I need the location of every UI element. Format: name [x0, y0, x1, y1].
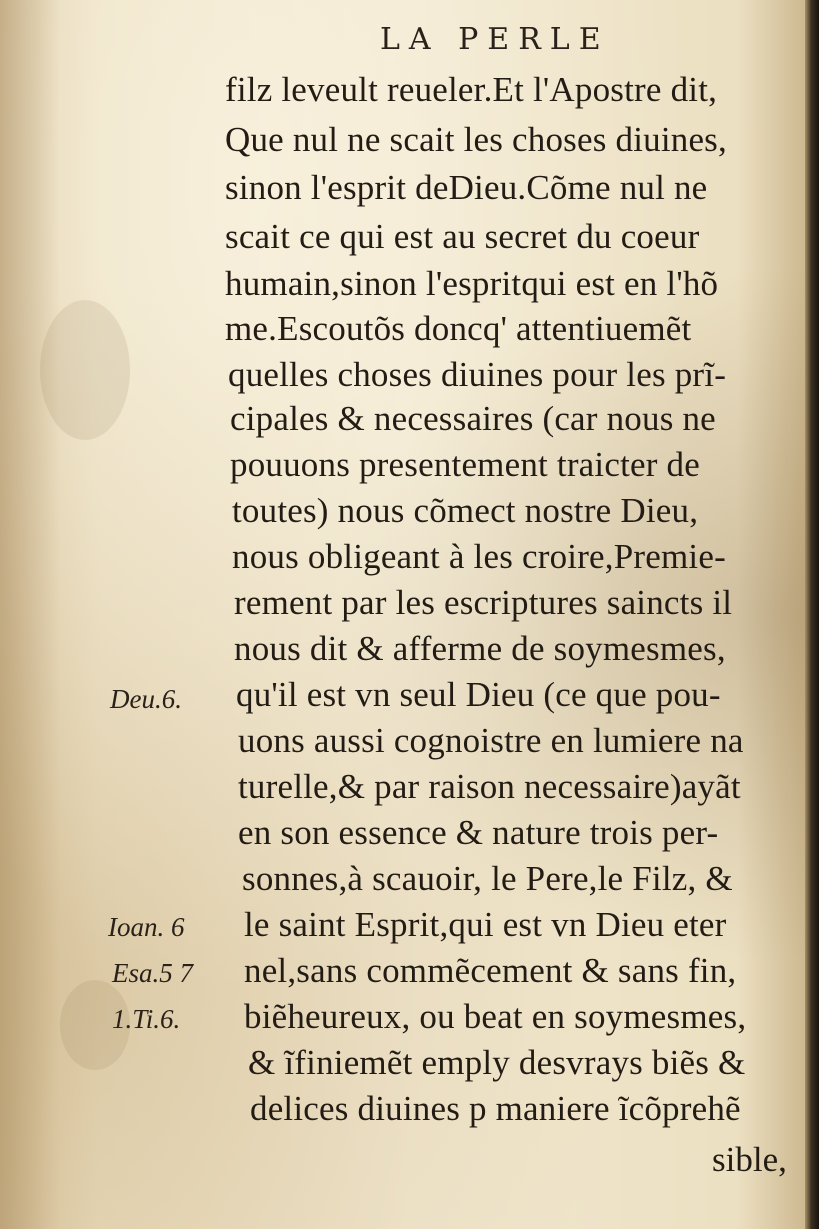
- text-line: Que nul ne scait les choses diuines,: [225, 120, 727, 159]
- text-line: uons aussi cognoistre en lumiere na: [238, 721, 744, 760]
- text-line: toutes) nous cõmect nostre Dieu,: [232, 491, 699, 530]
- text-line: le saint Esprit,qui est vn Dieu eter: [244, 905, 727, 944]
- text-line: me.Escoutõs doncq' attentiuemẽt: [225, 309, 692, 348]
- text-line: filz leveult reueler.Et l'Apostre dit,: [225, 70, 718, 109]
- text-line: biẽheureux, ou beat en soymesmes,: [244, 997, 747, 1036]
- text-line: nous dit & afferme de soymesmes,: [234, 629, 726, 668]
- margin-note: Esa.5 7: [112, 958, 193, 988]
- text-line: pouuons presentement traicter de: [230, 445, 700, 484]
- text-line: humain,sinon l'espritqui est en l'hõ: [225, 264, 719, 303]
- text-line: qu'il est vn seul Dieu (ce que pou-: [236, 675, 721, 714]
- text-line: quelles choses diuines pour les prĩ-: [228, 355, 727, 394]
- margin-note: 1.Ti.6.: [112, 1004, 181, 1034]
- text-line: sinon l'esprit deDieu.Cõme nul ne: [225, 168, 708, 207]
- text-line: turelle,& par raison necessaire)ayãt: [238, 767, 741, 806]
- text-line: rement par les escriptures saincts il: [234, 583, 733, 622]
- catchword: sible,: [712, 1140, 787, 1179]
- text-line: cipales & necessaires (car nous ne: [230, 399, 716, 438]
- paper-stain: [40, 300, 130, 440]
- text-line: scait ce qui est au secret du coeur: [225, 217, 700, 256]
- text-line: nel,sans commẽcement & sans fin,: [244, 951, 737, 990]
- page-edge: [805, 0, 819, 1229]
- text-line: delices diuines p maniere ĩcõprehẽ: [250, 1089, 741, 1128]
- text-line: sonnes,à scauoir, le Pere,le Filz, &: [242, 859, 733, 898]
- page-gutter-shadow: [0, 0, 60, 1229]
- text-line: & ĩfiniemẽt emply desvrays biẽs &: [248, 1043, 746, 1082]
- running-head: LA PERLE: [380, 22, 610, 57]
- text-line: en son essence & nature trois per-: [238, 813, 719, 852]
- text-line: nous obligeant à les croire,Premie-: [232, 537, 726, 576]
- margin-note: Deu.6.: [110, 684, 182, 714]
- margin-note: Ioan. 6: [108, 912, 185, 942]
